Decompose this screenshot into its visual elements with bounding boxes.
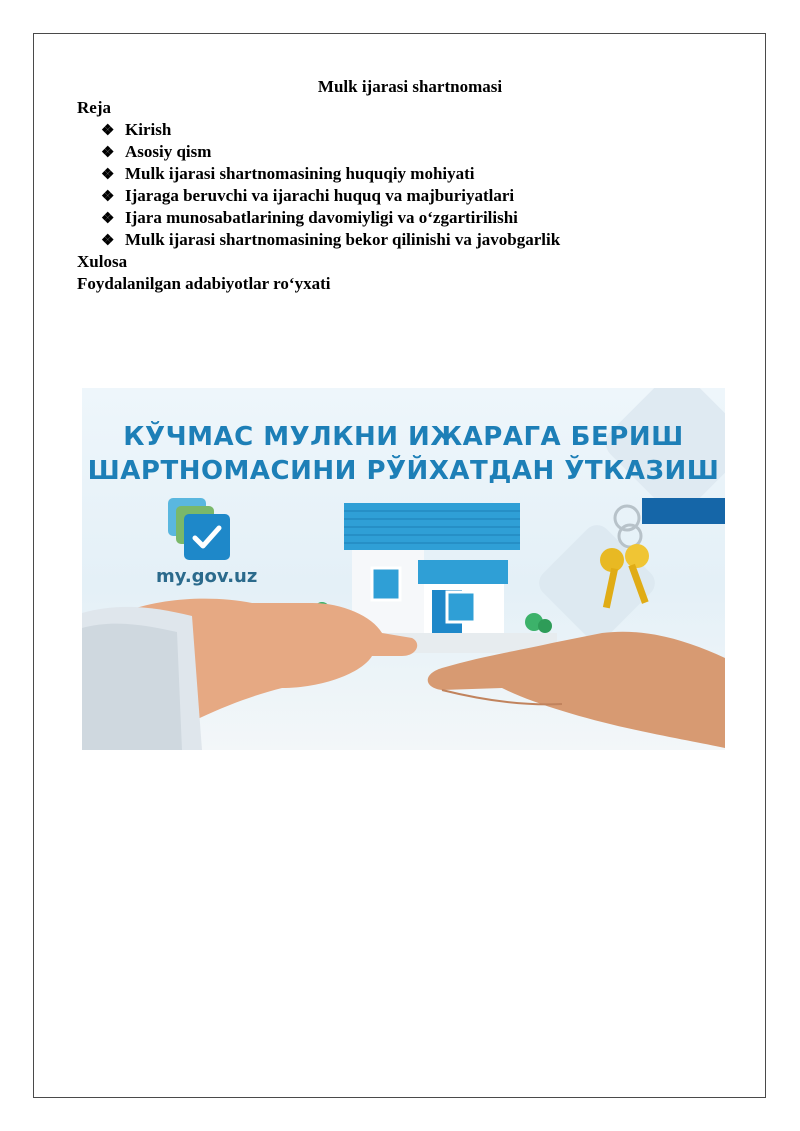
- plan-item: ❖ Ijara munosabatlarining davomiyligi va o‘zgartirilishi: [101, 208, 518, 227]
- banner-heading-line1: КЎЧМАС МУЛКНИ ИЖАРАГА БЕРИШ: [123, 422, 684, 452]
- plan-item: ❖ Mulk ijarasi shartnomasining huquqiy mohiyati: [101, 164, 475, 183]
- site-url-text: my.gov.uz: [156, 566, 258, 587]
- diamond-bullet-icon: ❖: [101, 211, 115, 227]
- plan-item: ❖ Ijaraga beruvchi va ijarachi huquq va majburiyatlari: [101, 186, 515, 205]
- conclusion-heading: Xulosa: [77, 252, 128, 271]
- rental-registration-banner: [82, 388, 725, 750]
- diamond-bullet-icon: ❖: [101, 233, 115, 249]
- diamond-bullet-icon: ❖: [101, 189, 115, 205]
- references-heading: Foydalanilgan adabiyotlar ro‘yxati: [77, 274, 331, 293]
- plan-item: ❖ Kirish: [101, 120, 172, 139]
- diamond-bullet-icon: ❖: [101, 167, 115, 183]
- document-title: Mulk ijarasi shartnomasi: [317, 77, 503, 96]
- plan-item: ❖ Asosiy qism: [101, 142, 212, 161]
- diamond-bullet-icon: ❖: [101, 123, 115, 139]
- diamond-bullet-icon: ❖: [101, 145, 115, 161]
- giving-hand-icon: [82, 599, 417, 750]
- plan-item: ❖ Mulk ijarasi shartnomasining bekor qilinishi va javobgarlik: [101, 230, 561, 249]
- banner-heading-line2: ШАРТНОМАСИНИ РЎЙХАТДАН ЎТКАЗИШ: [87, 456, 720, 486]
- my-gov-logo-icon: [168, 498, 230, 560]
- plan-heading: Reja: [77, 98, 111, 117]
